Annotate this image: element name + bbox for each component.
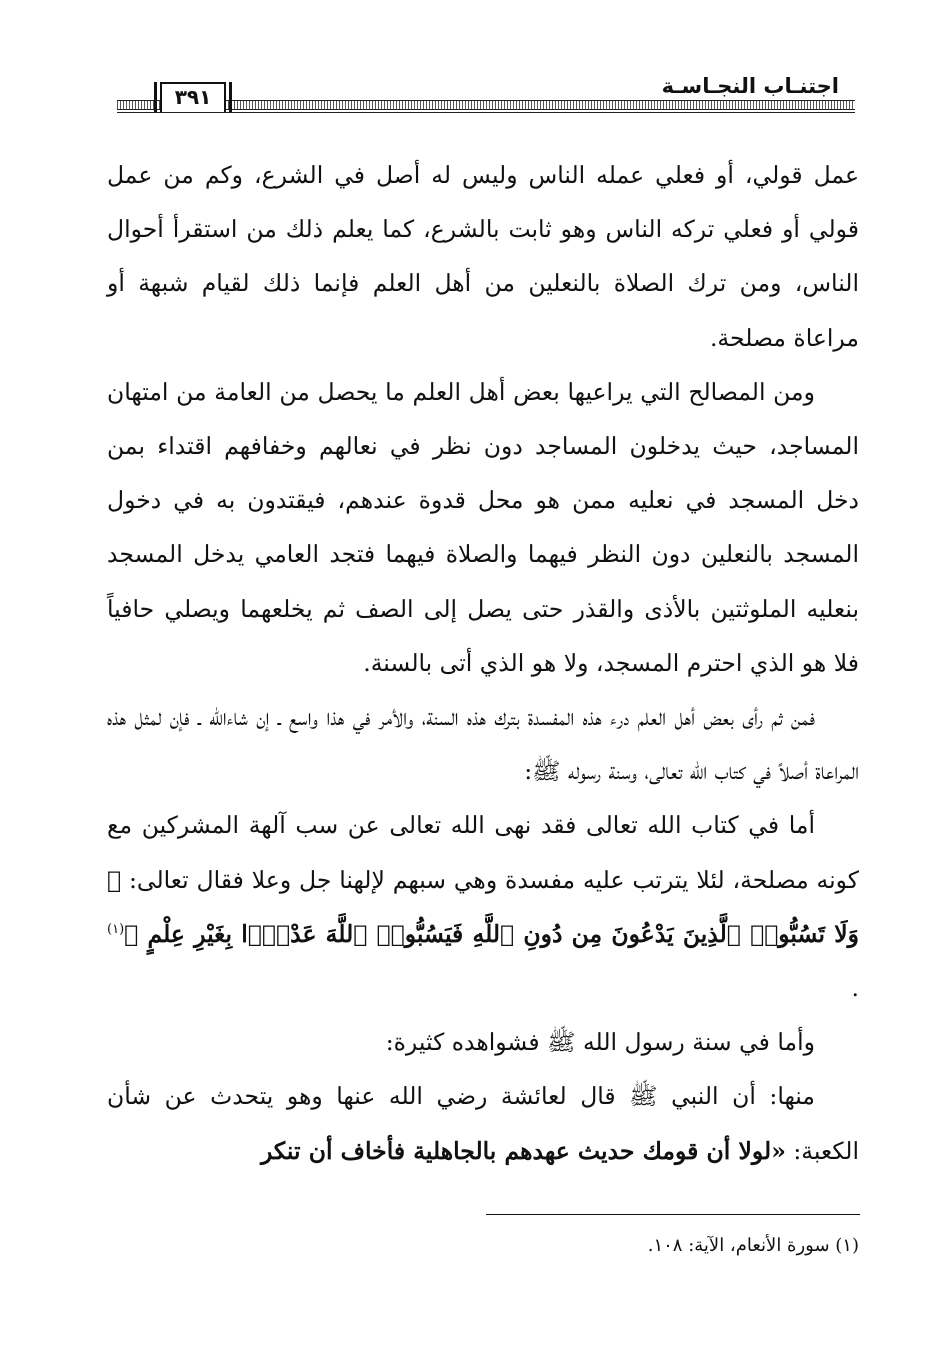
paragraph-3: فمن ثم رأى بعض أهل العلم درء هذه المفسدة بترك هذه السنة، والأمر في هذا واسع ـ إن شاءالله ـ فإن لمثل هذه المراعاة أصلاً في كتاب الله تعالى، وسنة رسوله ﷺ:	[107, 703, 859, 786]
paragraph-1: عمل قولي، أو فعلي عمله الناس وليس له أصل في الشرع، وكم من عمل قولي أو فعلي تركه الناس وهو ثابت بالشرع، كما يعلم ذلك من استقرأ أحوال الناس، ومن ترك الصلاة بالنعلين من أهل العلم فإنما ذلك لقيام شبهة أو مراعاة مصلحة.	[107, 161, 859, 352]
paragraph-4-lead: أما في كتاب الله تعالى فقد نهى الله تعالى عن سب آلهة المشركين مع كونه مصلحة، لئلا يترتب عليه مفسدة وهي سبهم لإلهنا جل وعلا فقال تعالى:	[107, 811, 859, 894]
paragraph-6	[107, 1069, 859, 1177]
quran-verse: ﴿ وَلَا تَسُبُّوا۟ ٱلَّذِينَ يَدْعُونَ مِن دُونِ ٱللَّهِ فَيَسُبُّوا۟ ٱللَّهَ عَدْوًۢا بِغَيْرِ عِلْمٍ ﴾	[107, 865, 859, 948]
footnote-1: (١) سورة الأنعام، الآية: ١٠٨.	[647, 1235, 859, 1256]
page-number: ٣٩١	[160, 82, 226, 112]
running-title: اجتنـاب النجـاسـة	[661, 74, 839, 98]
hadith-quote: «لولا أن قومك حديث عهدهم بالجاهلية فأخاف أن تنكر	[260, 1136, 786, 1165]
main-text	[107, 148, 859, 1178]
header-rule	[117, 112, 855, 113]
paragraph-4-end: .	[851, 974, 859, 1003]
paragraph-4	[107, 798, 859, 1015]
paragraph-6-lead: منها: أن النبي ﷺ قال لعائشة رضي الله عنها وهو يتحدث عن شأن الكعبة:	[107, 1082, 859, 1165]
footnote-ref-1: (١)	[107, 922, 125, 938]
footnote-separator	[486, 1214, 860, 1215]
header-ornament-band	[117, 100, 855, 110]
paragraph-2: ومن المصالح التي يراعيها بعض أهل العلم ما يحصل من العامة من امتهان المساجد، حيث يدخلون المساجد دون نظر في نعالهم وخفافهم اقتداء بمن دخل المسجد في نعليه ممن هو محل قدوة عندهم، فيقتدون به في دخول المسجد بالنعلين دون النظر فيهما والصلاة فيهما فتجد العامي يدخل المسجد بنعليه الملوثتين بالأذى والقذر حتى يصل إلى الصف ثم يخلعهما ويصلي حافياً فلا هو الذي احترم المسجد، ولا هو الذي أتى بالسنة.	[107, 377, 859, 677]
paragraph-5: وأما في سنة رسول الله ﷺ فشواهده كثيرة:	[385, 1028, 815, 1057]
